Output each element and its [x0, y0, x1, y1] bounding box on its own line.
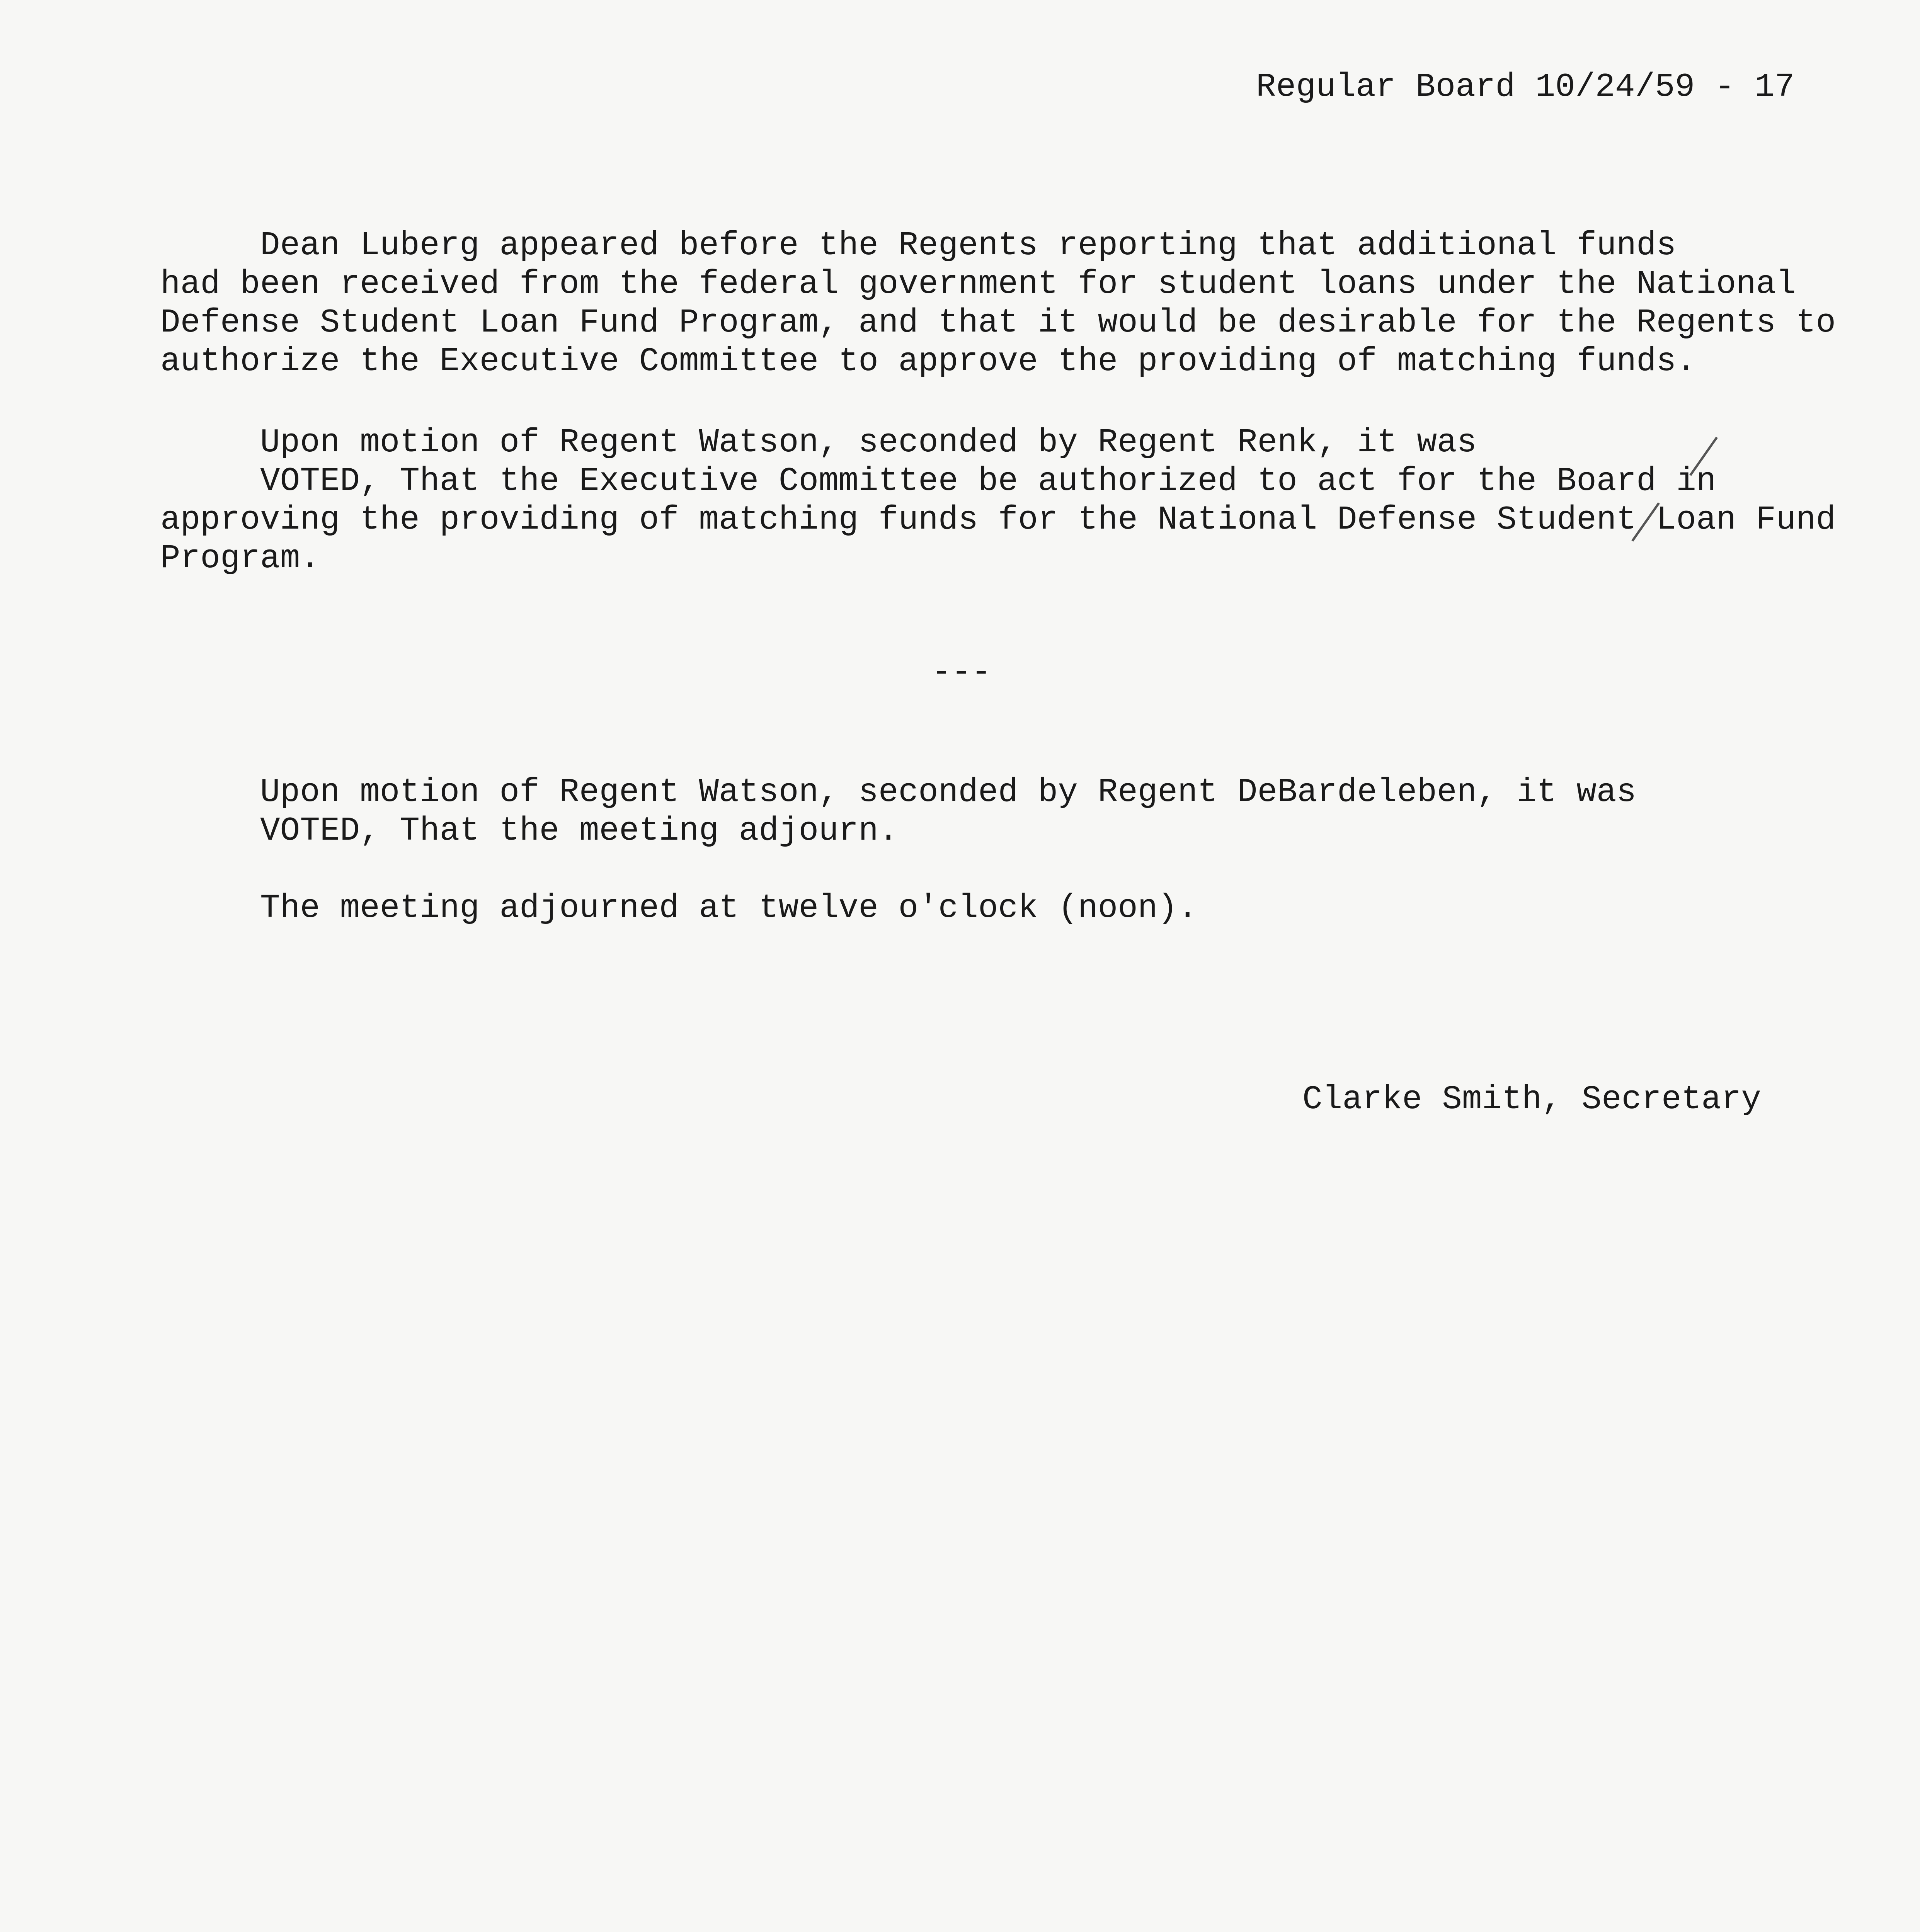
paragraph-4-line-1: The meeting adjourned at twelve o'clock (noon).: [160, 889, 1198, 927]
paragraph-2-line-1: Upon motion of Regent Watson, seconded by Regent Renk, it was: [160, 423, 1477, 461]
paragraph-1-line-2: had been received from the federal government for student loans under the National: [160, 265, 1796, 303]
section-separator: ---: [931, 653, 991, 691]
paragraph-2-line-3: approving the providing of matching funds for the National Defense Student Loan Fund: [160, 501, 1836, 539]
page-header: Regular Board 10/24/59 - 17: [1256, 68, 1795, 106]
paragraph-1-line-3: Defense Student Loan Fund Program, and that it would be desirable for the Regents to: [160, 304, 1836, 342]
paragraph-2-line-2: VOTED, That the Executive Committee be authorized to act for the Board in: [160, 462, 1716, 500]
signature: Clarke Smith, Secretary: [1302, 1080, 1761, 1118]
paragraph-3-line-2: VOTED, That the meeting adjourn.: [160, 812, 899, 850]
paragraph-1-line-1: Dean Luberg appeared before the Regents reporting that additional funds: [160, 226, 1677, 264]
paragraph-1-line-4: authorize the Executive Committee to approve the providing of matching funds.: [160, 342, 1696, 380]
paragraph-2-line-4: Program.: [160, 539, 320, 577]
paragraph-3-line-1: Upon motion of Regent Watson, seconded by Regent DeBardeleben, it was: [160, 773, 1637, 811]
